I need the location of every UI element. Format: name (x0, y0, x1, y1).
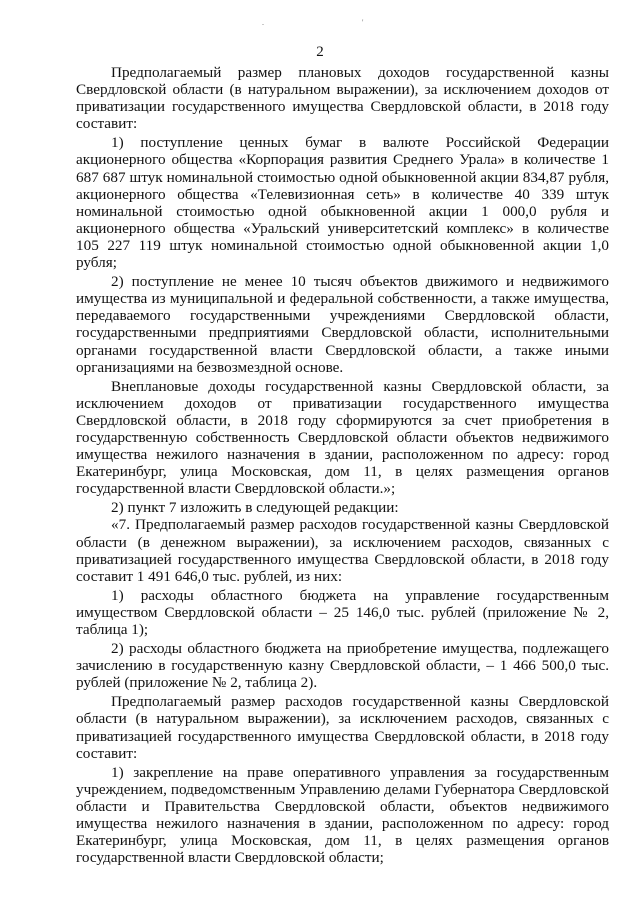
paragraph-income-item-2: 2) поступление не менее 10 тысяч объектов движимого и недвижимого имущества из муниципальной и федеральной собственности, а также имущества, передаваемого государственными учреждениями Свердловской области, государственными предприятиями Свердловской области, исполнительными органами государственной власти Свердловской области, а также иными организациями на безвозмездной основе. (76, 273, 609, 376)
document-body (76, 64, 609, 866)
paragraph-unplanned-income: Внеплановые доходы государственной казны Свердловской области, за исключением доходов от приватизации государственного имущества Свердловской области, в 2018 году сформируются за счет приобретения в государственную собственность Свердловской области объектов недвижимого имущества нежилого назначения в здании, расположенном по адресу: город Екатеринбург, улица Московская, дом 11, в целях размещения органов государственной власти Свердловской области.»; (76, 377, 609, 498)
paragraph-expense-item-2: 2) расходы областного бюджета на приобретение имущества, подлежащего зачислению в государственную казну Свердловской области, – 1 466 500,0 тыс. рублей (приложение № 2, таблица 2). (76, 640, 609, 692)
paragraph-natural-expense-item-1: 1) закрепление на праве оперативного управления за государственным учреждением, подведомственным Управлению делами Губернатора Свердловской области и Правительства Свердловской области, объектов недвижимого имущества нежилого назначения в здании, расположенном по адресу: город Екатеринбург, улица Московская, дом 11, в целях размещения органов государственной власти Свердловской области; (76, 763, 609, 867)
paragraph-clause-7-intro: 2) пункт 7 изложить в следующей редакции: (111, 499, 399, 517)
paragraph-planned-expenses-natural: Предполагаемый размер расходов государственной казны Свердловской области (в натуральном выражении), за исключением расходов, связанных с приватизацией государственного имущества Свердловской области, в 2018 году составит: (76, 693, 609, 762)
paragraph-expense-item-1: 1) расходы областного бюджета на управление государственным имуществом Свердловской области – 25 146,0 тыс. рублей (приложение № 2, таблица 1); (76, 586, 609, 638)
scan-specks: . ' (262, 18, 412, 27)
paragraph-income-item-1: 1) поступление ценных бумаг в валюте Российской Федерации акционерного общества «Корпорация развития Среднего Урала» в количестве 1 687 687 штук номинальной стоимостью одной обыкновенной акции 834,87 рубля, акционерного общества «Телевизионная сеть» в количестве 40 339 штук номинальной стоимостью одной обыкновенной акции 1 000,0 рубля и акционерного общества «Уральский университетский комплекс» в количестве 105 227 119 штук номинальной стоимостью одной обыкновенной акции 1,0 рубля; (76, 134, 609, 272)
page-number: 2 (316, 44, 324, 60)
paragraph-clause-7-expenses: «7. Предполагаемый размер расходов государственной казны Свердловской области (в денежном выражении), за исключением расходов, связанных с приватизацией государственного имущества Свердловской области, в 2018 году составит 1 491 646,0 тыс. рублей, из них: (76, 516, 609, 585)
paragraph-planned-income: Предполагаемый размер плановых доходов государственной казны Свердловской области (в натуральном выражении), за исключением доходов от приватизации государственного имущества Свердловской области, в 2018 году составит: (76, 64, 609, 133)
